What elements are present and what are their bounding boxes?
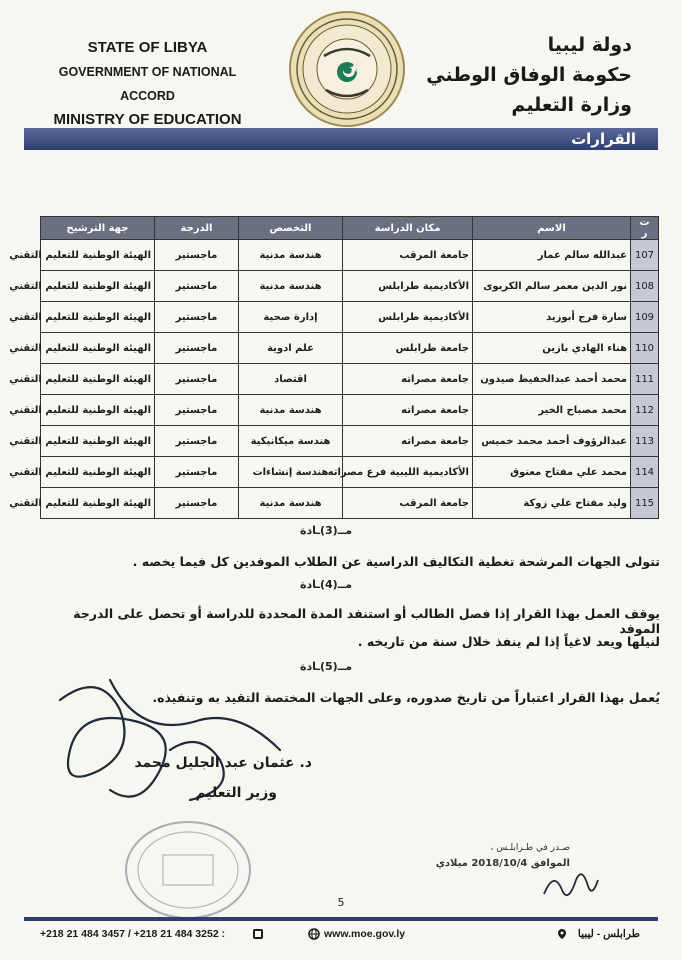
clause-4-text-continued: لنيلها ويعد لاغياً إذا لم ينفذ خلال سنة من تاريخه .: [357, 634, 660, 649]
row-number-cell: 113: [631, 426, 659, 457]
clause-5-heading: مــ(5)ـادة: [299, 660, 353, 673]
header-state: STATE OF LIBYA: [87, 39, 208, 56]
nominating-body-cell: الهيئة الوطنية للتعليم التقني: [41, 240, 155, 271]
clause-4-text: يوقف العمل بهذا القرار إذا فصل الطالب أو استنفد المدة المحددة للدراسة أو تحصل على الدرجة الموفد: [73, 606, 660, 636]
nominating-body-cell: الهيئة الوطنية للتعليم التقني: [41, 271, 155, 302]
header-government: GOVERNMENT OF NATIONAL ACCORD: [58, 65, 237, 103]
table-row: [41, 426, 659, 457]
minister-name: د. عثمان عبد الجليل محمد: [134, 755, 312, 771]
table-row: [41, 333, 659, 364]
footer-location: طرابلس - ليبيا: [577, 928, 640, 940]
nominating-body-cell: الهيئة الوطنية للتعليم التقني: [41, 457, 155, 488]
location-icon: [556, 928, 568, 940]
major-cell: هندسة ميكانيكية: [239, 426, 343, 457]
major-cell: علم ادوية: [239, 333, 343, 364]
student-name-cell: محمد مصباح الخير: [473, 395, 631, 426]
nominating-body-cell: الهيئة الوطنية للتعليم التقني: [41, 333, 155, 364]
clause-5-text: يُعمل بهذا القرار اعتباراً من تاريخ صدوره، وعلى الجهات المختصة التقيد به وتنفيذه.: [152, 690, 660, 705]
study-place-cell: الأكاديمية الليبية فرع مصراته: [343, 457, 473, 488]
study-place-cell: الأكاديمية طرابلس: [343, 302, 473, 333]
minister-title: وزير التعليم: [195, 785, 277, 801]
degree-cell: ماجستير: [155, 364, 239, 395]
page-number: 5: [337, 896, 345, 909]
degree-cell: ماجستير: [155, 457, 239, 488]
major-cell: إدارة صحية: [239, 302, 343, 333]
handwritten-signature: [50, 660, 310, 830]
issued-date: الموافق 2018/10/4 ميلادي: [435, 858, 570, 869]
clause-3-text: تتولى الجهات المرشحة تغطية التكاليف الدراسية عن الطلاب الموفدين كل فيما يخصه .: [132, 554, 660, 569]
header-ministry-ar: وزارة التعليم: [511, 94, 632, 116]
header-degree: الدرجة: [155, 217, 239, 240]
student-name-cell: وليد مفتاح علي زوكة: [473, 488, 631, 519]
header-ministry: MINISTRY OF EDUCATION: [53, 111, 242, 128]
degree-cell: ماجستير: [155, 426, 239, 457]
table-row: [41, 457, 659, 488]
major-cell: هندسة مدنية: [239, 395, 343, 426]
major-cell: هندسة مدنية: [239, 488, 343, 519]
table-header-row: [41, 217, 659, 240]
study-place-cell: جامعة مصراته: [343, 426, 473, 457]
student-name-cell: هناء الهادي بازين: [473, 333, 631, 364]
english-header: [40, 36, 255, 132]
study-place-cell: جامعة مصراته: [343, 364, 473, 395]
table-row: [41, 488, 659, 519]
study-place-cell: جامعة المرقب: [343, 488, 473, 519]
study-place-cell: جامعة طرابلس: [343, 333, 473, 364]
study-place-cell: جامعة المرقب: [343, 240, 473, 271]
student-name-cell: عبدالرؤوف أحمد محمد خميس: [473, 426, 631, 457]
degree-cell: ماجستير: [155, 395, 239, 426]
header-state-ar: دولة ليبيا: [547, 34, 632, 56]
nominating-body-cell: الهيئة الوطنية للتعليم التقني: [41, 488, 155, 519]
degree-cell: ماجستير: [155, 271, 239, 302]
degree-cell: ماجستير: [155, 302, 239, 333]
nominating-body-cell: الهيئة الوطنية للتعليم التقني: [41, 302, 155, 333]
header-study-place: مكان الدراسة: [343, 217, 473, 240]
small-signature: [540, 866, 600, 902]
decisions-title: القرارات: [571, 130, 636, 148]
nominating-body-cell: الهيئة الوطنية للتعليم التقني: [41, 426, 155, 457]
footer-phone: +218 21 484 3457 / +218 21 484 3252 :: [40, 928, 226, 940]
header-number: ت ر: [631, 217, 659, 240]
row-number-cell: 115: [631, 488, 659, 519]
student-name-cell: سارة فرج أبوزيد: [473, 302, 631, 333]
official-stamp: [118, 810, 258, 920]
nominating-body-cell: الهيئة الوطنية للتعليم التقني: [41, 364, 155, 395]
phone-icon: [252, 928, 264, 940]
clause-4-heading: مــ(4)ـادة: [299, 578, 353, 591]
row-number-cell: 108: [631, 271, 659, 302]
student-name-cell: محمد علي مفتاح معتوق: [473, 457, 631, 488]
clause-3-heading: مــ(3)ـادة: [299, 524, 353, 537]
major-cell: اقتصاد: [239, 364, 343, 395]
header-government-ar: حكومة الوفاق الوطني: [426, 64, 632, 86]
ministry-seal-logo: [288, 10, 406, 128]
table-row: [41, 240, 659, 271]
arabic-header: [392, 30, 632, 120]
row-number-cell: 110: [631, 333, 659, 364]
row-number-cell: 114: [631, 457, 659, 488]
row-number-cell: 107: [631, 240, 659, 271]
major-cell: هندسة مدنية: [239, 271, 343, 302]
decisions-title-band: [24, 128, 658, 150]
student-name-cell: محمد أحمد عبدالحفيظ صيدون: [473, 364, 631, 395]
table-row: [41, 364, 659, 395]
nominating-body-cell: الهيئة الوطنية للتعليم التقني: [41, 395, 155, 426]
footer-divider: [24, 917, 658, 921]
row-number-cell: 109: [631, 302, 659, 333]
student-name-cell: نور الدين معمر سالم الكريوى: [473, 271, 631, 302]
major-cell: هندسة مدنية: [239, 240, 343, 271]
header-nominator: جهة الترشيح: [41, 217, 155, 240]
row-number-cell: 111: [631, 364, 659, 395]
footer-website[interactable]: www.moe.gov.ly: [324, 928, 406, 940]
major-cell: هندسة إنشاءات: [239, 457, 343, 488]
table-row: [41, 302, 659, 333]
table-row: [41, 271, 659, 302]
web-icon: [308, 928, 320, 940]
study-place-cell: جامعة مصراته: [343, 395, 473, 426]
student-name-cell: عبدالله سالم عمار: [473, 240, 631, 271]
row-number-cell: 112: [631, 395, 659, 426]
degree-cell: ماجستير: [155, 488, 239, 519]
header-name: الاسم: [473, 217, 631, 240]
issued-place: صـدر في طـرابلـس ،: [490, 843, 570, 853]
degree-cell: ماجستير: [155, 333, 239, 364]
header-major: التخصص: [239, 217, 343, 240]
table-row: [41, 395, 659, 426]
scholarship-table: [9, 216, 658, 518]
degree-cell: ماجستير: [155, 240, 239, 271]
study-place-cell: الأكاديمية طرابلس: [343, 271, 473, 302]
